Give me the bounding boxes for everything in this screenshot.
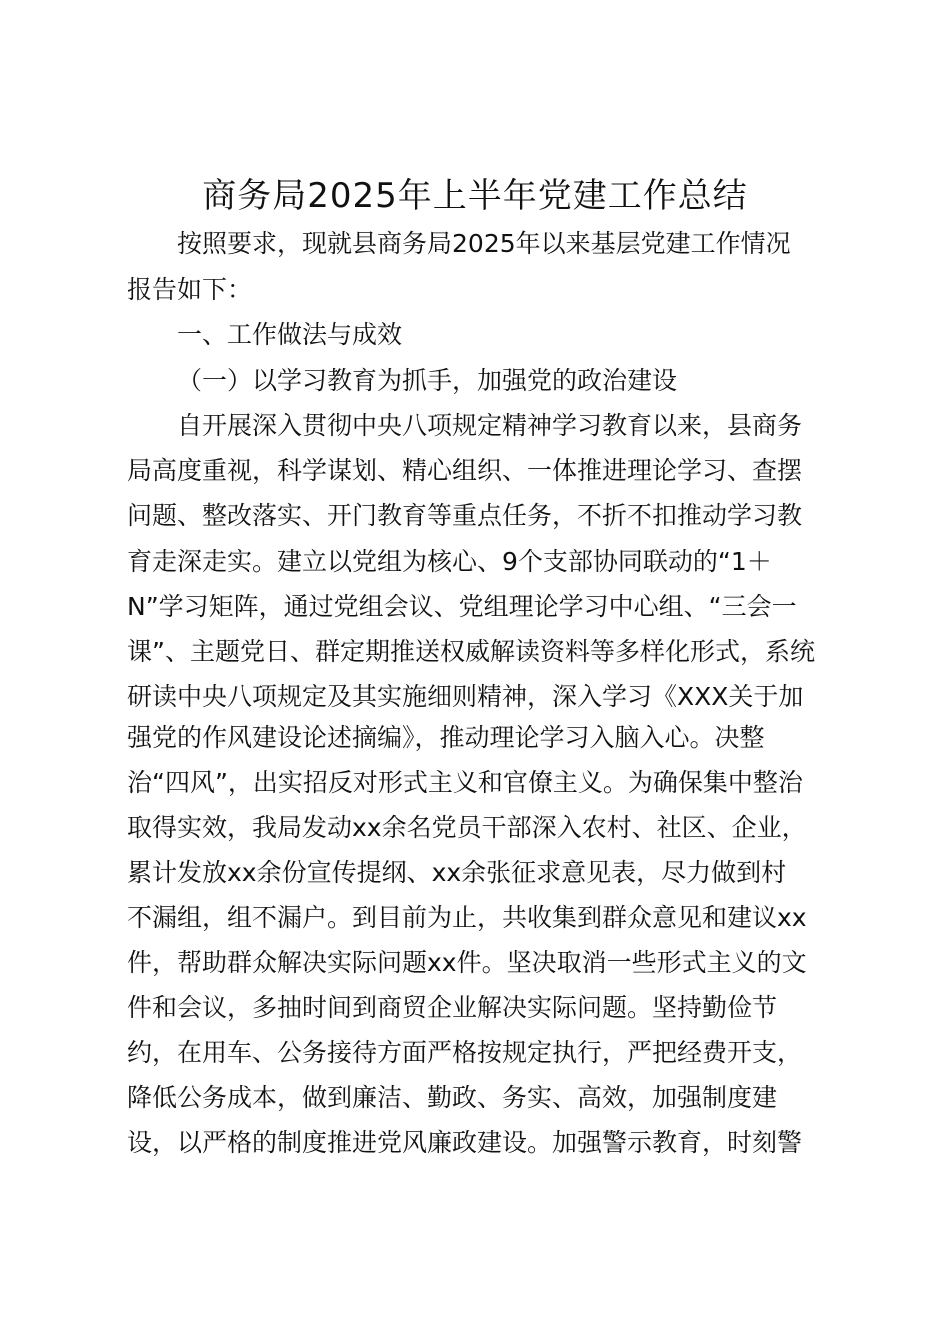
body-line: 取得实效，我局发动xx余名党员干部深入农村、社区、企业， [127, 813, 807, 842]
body-line: 局高度重视，科学谋划、精心组织、一体推进理论学习、查摆 [127, 456, 803, 485]
body-line: N”学习矩阵，通过党组会议、党组理论学习中心组、“三会一 [127, 592, 797, 621]
body-line: 不漏组，组不漏户。到目前为止，共收集到群众意见和建议xx [127, 903, 807, 932]
body-line: 课”、主题党日、群定期推送权威解读资料等多样化形式，系统 [127, 637, 815, 666]
body-line: 按照要求，现就县商务局2025年以来基层党建工作情况 [177, 229, 791, 258]
body-line: 报告如下： [127, 275, 253, 304]
section-heading: 一、工作做法与成效 [177, 320, 403, 349]
body-line: 研读中央八项规定及其实施细则精神，深入学习《XXX关于加 [127, 682, 804, 711]
subsection-heading: （一）以学习教育为抓手，加强党的政治建设 [177, 366, 678, 395]
body-line: 累计发放xx余份宣传提纲、xx余张征求意见表，尽力做到村 [127, 858, 787, 887]
body-line: 设，以严格的制度推进党风廉政建设。加强警示教育，时刻警 [127, 1128, 803, 1157]
body-line: 育走深走实。建立以党组为核心、9个支部协同联动的“1＋ [127, 547, 772, 576]
body-line: 治“四风”，出实招反对形式主义和官僚主义。为确保集中整治 [127, 768, 803, 797]
document-title: 商务局2025年上半年党建工作总结 [202, 176, 748, 216]
body-line: 件和会议，多抽时间到商贸企业解决实际问题。坚持勤俭节 [127, 993, 778, 1022]
body-line: 强党的作风建设论述摘编》，推动理论学习入脑入心。决整 [127, 723, 765, 752]
body-line: 自开展深入贯彻中央八项规定精神学习教育以来，县商务 [177, 411, 803, 440]
body-line: 问题、整改落实、开门教育等重点任务，不折不扣推动学习教 [127, 501, 803, 530]
body-line: 约，在用车、公务接待方面严格按规定执行，严把经费开支， [127, 1038, 803, 1067]
body-line: 件，帮助群众解决实际问题xx件。坚决取消一些形式主义的文 [127, 948, 807, 977]
body-line: 降低公务成本，做到廉洁、勤政、务实、高效，加强制度建 [127, 1083, 778, 1112]
